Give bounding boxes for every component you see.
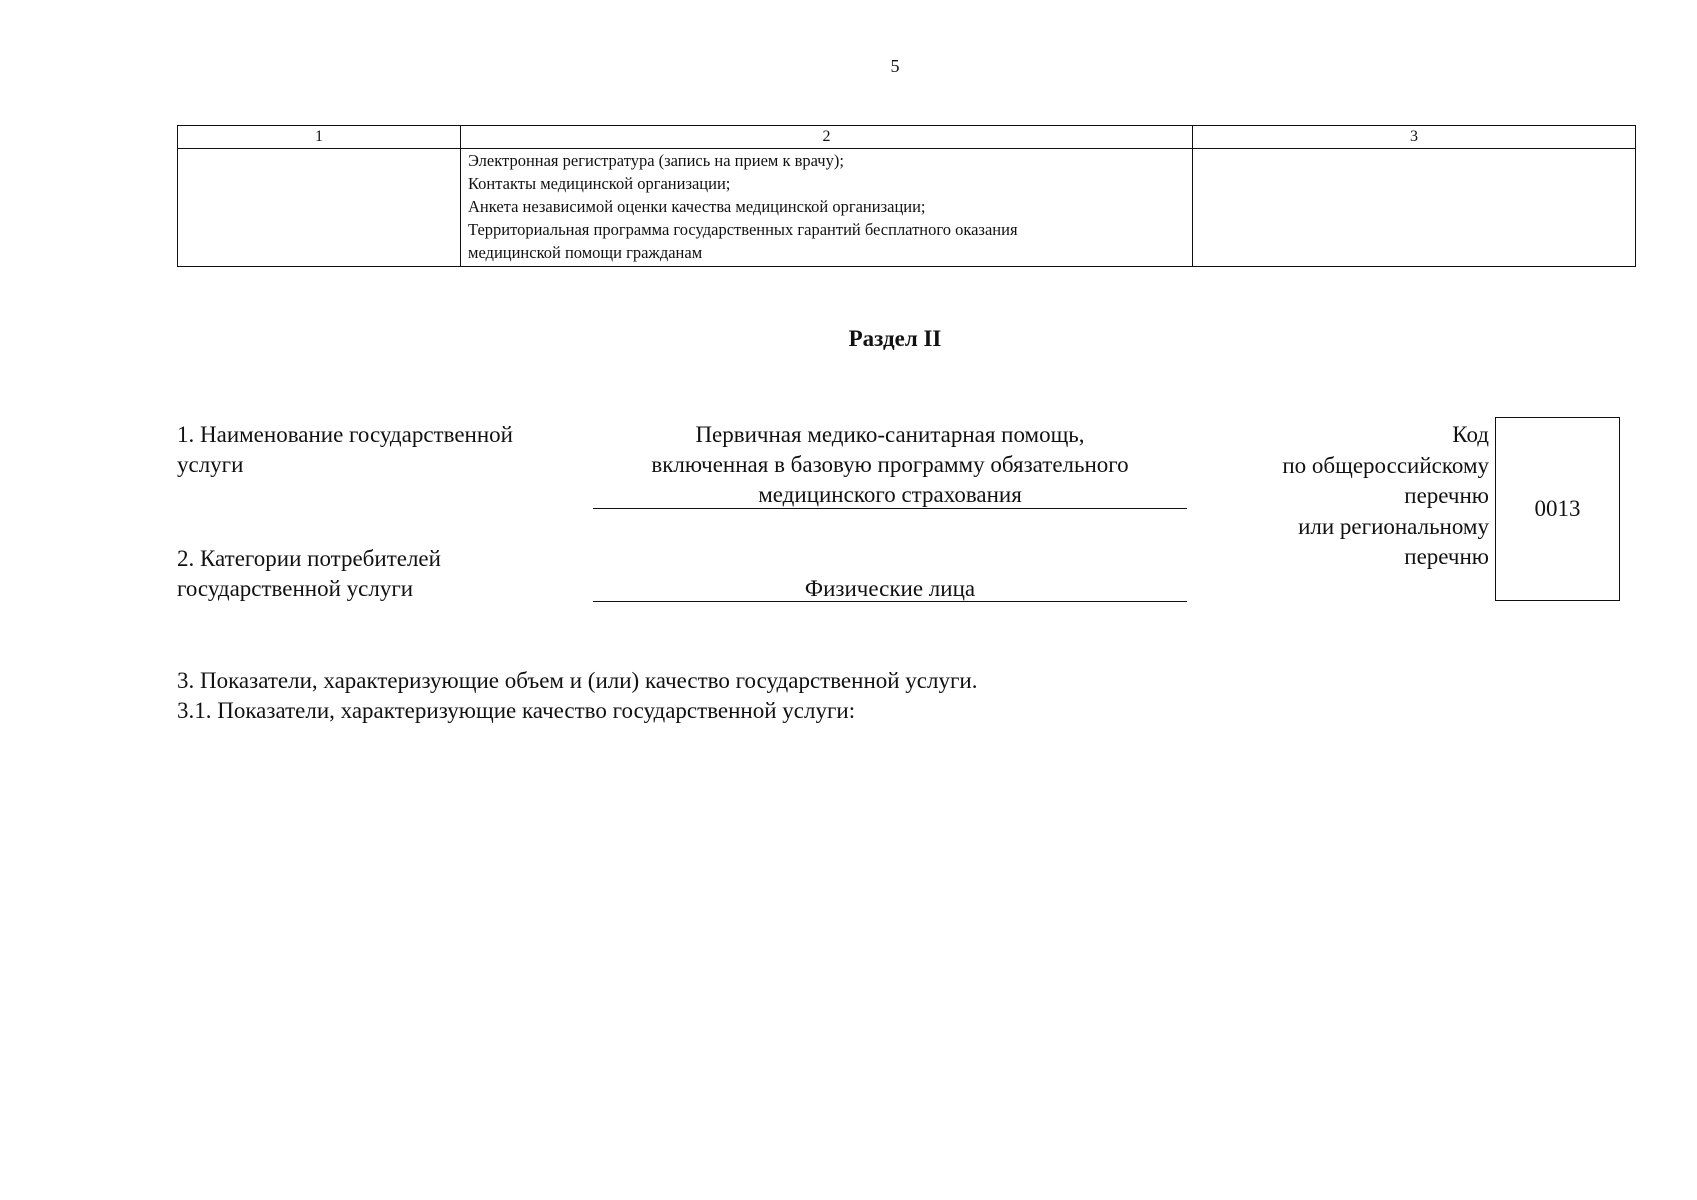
consumer-category-value: Физические лица: [804, 576, 976, 601]
code-box: [1495, 417, 1620, 601]
table-header-cell: 1: [178, 126, 461, 149]
code-value: 0013: [1534, 496, 1581, 521]
cell-line: Контакты медицинской организации;: [468, 174, 731, 193]
label-line: услуги: [177, 452, 244, 477]
continuation-table: [177, 125, 1636, 267]
consumer-category-label: [177, 544, 441, 604]
code-label: [1187, 420, 1489, 573]
value-line: включенная в базовую программу обязательного: [651, 452, 1129, 477]
table-cell-col3: [1193, 149, 1636, 267]
value-line: Первичная медико-санитарная помощь,: [695, 422, 1085, 447]
cell-line: Территориальная программа государственных гарантий бесплатного оказания: [468, 220, 1018, 239]
paragraph-quality-indicators: 3.1. Показатели, характеризующие качество государственной услуги:: [177, 698, 856, 723]
code-label-line: или региональному: [1298, 513, 1489, 539]
paragraph-indicators: 3. Показатели, характеризующие объем и (или) качество государственной услуги.: [177, 668, 978, 693]
code-label-line: по общероссийскому: [1282, 452, 1489, 478]
table-cell-col1: [178, 149, 461, 267]
section-title: Раздел II: [848, 326, 942, 351]
label-line: 1. Наименование государственной: [177, 422, 513, 447]
label-line: государственной услуги: [177, 576, 414, 601]
service-name-underline: [593, 508, 1187, 509]
table-header-cell: 2: [461, 126, 1193, 149]
cell-line: Анкета независимой оценки качества медицинской организации;: [468, 197, 926, 216]
table-row: [178, 149, 1636, 267]
service-name-label: [177, 420, 513, 480]
code-label-line: перечню: [1404, 483, 1489, 508]
code-label-line: Код: [1452, 422, 1489, 447]
consumer-category-underline: [593, 601, 1187, 602]
page-number: 5: [890, 56, 900, 76]
table-header-row: [178, 126, 1636, 149]
table-header-cell: 3: [1193, 126, 1636, 149]
service-name-value: [593, 420, 1187, 510]
cell-line: Электронная регистратура (запись на прием к врачу);: [468, 151, 844, 170]
cell-line: медицинской помощи гражданам: [468, 243, 703, 262]
table-cell-col2: [461, 149, 1193, 267]
value-line: медицинского страхования: [758, 482, 1022, 507]
code-label-line: перечню: [1404, 544, 1489, 569]
label-line: 2. Категории потребителей: [177, 546, 441, 571]
